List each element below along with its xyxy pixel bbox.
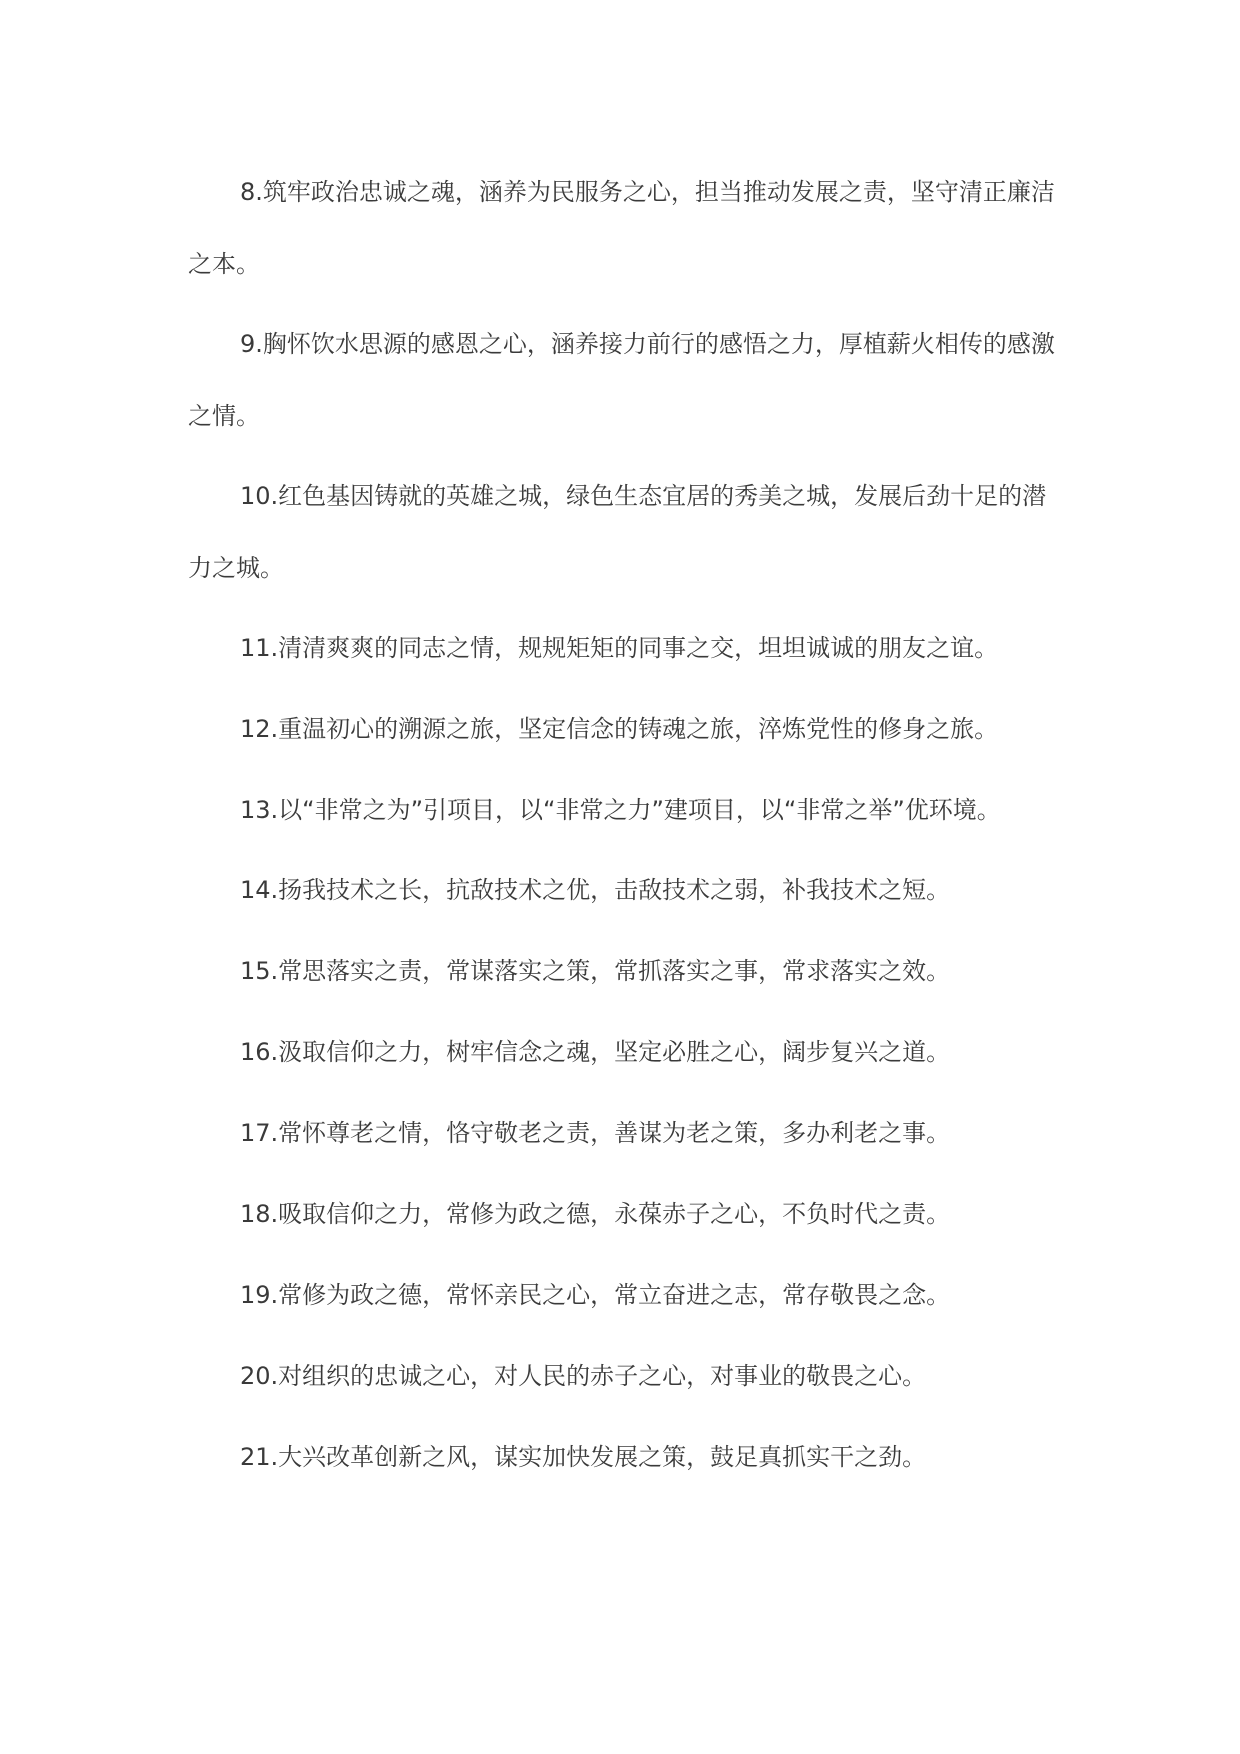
paragraph-12: 12.重温初心的溯源之旅，坚定信念的铸魂之旅，淬炼党性的修身之旅。 (240, 715, 999, 743)
paragraph-14: 14.扬我技术之长，抗敌技术之优，击敌技术之弱，补我技术之短。 (240, 876, 951, 904)
paragraph-15: 15.常思落实之责，常谋落实之策，常抓落实之事，常求落实之效。 (240, 957, 951, 985)
paragraph-9: 9.胸怀饮水思源的感恩之心，涵养接力前行的感悟之力，厚植薪火相传的感激之情。 (188, 330, 1055, 430)
paragraph-10: 10.红色基因铸就的英雄之城，绿色生态宜居的秀美之城，发展后劲十足的潜力之城。 (188, 482, 1047, 582)
paragraph-21: 21.大兴改革创新之风，谋实加快发展之策，鼓足真抓实干之劲。 (240, 1443, 927, 1471)
paragraph-16: 16.汲取信仰之力，树牢信念之魂，坚定必胜之心，阔步复兴之道。 (240, 1038, 951, 1066)
paragraph-13: 13.以“非常之为”引项目，以“非常之力”建项目，以“非常之举”优环境。 (240, 796, 1001, 824)
paragraph-11: 11.清清爽爽的同志之情，规规矩矩的同事之交，坦坦诚诚的朋友之谊。 (240, 634, 999, 662)
paragraph-20: 20.对组织的忠诚之心，对人民的赤子之心，对事业的敬畏之心。 (240, 1362, 927, 1390)
document-body (188, 174, 1058, 1520)
paragraph-19: 19.常修为政之德，常怀亲民之心，常立奋进之志，常存敬畏之念。 (240, 1281, 951, 1309)
paragraph-8: 8.筑牢政治忠诚之魂，涵养为民服务之心，担当推动发展之责，坚守清正廉洁之本。 (188, 178, 1055, 278)
paragraph-18: 18.吸取信仰之力，常修为政之德，永葆赤子之心，不负时代之责。 (240, 1200, 951, 1228)
paragraph-17: 17.常怀尊老之情，恪守敬老之责，善谋为老之策，多办利老之事。 (240, 1119, 951, 1147)
